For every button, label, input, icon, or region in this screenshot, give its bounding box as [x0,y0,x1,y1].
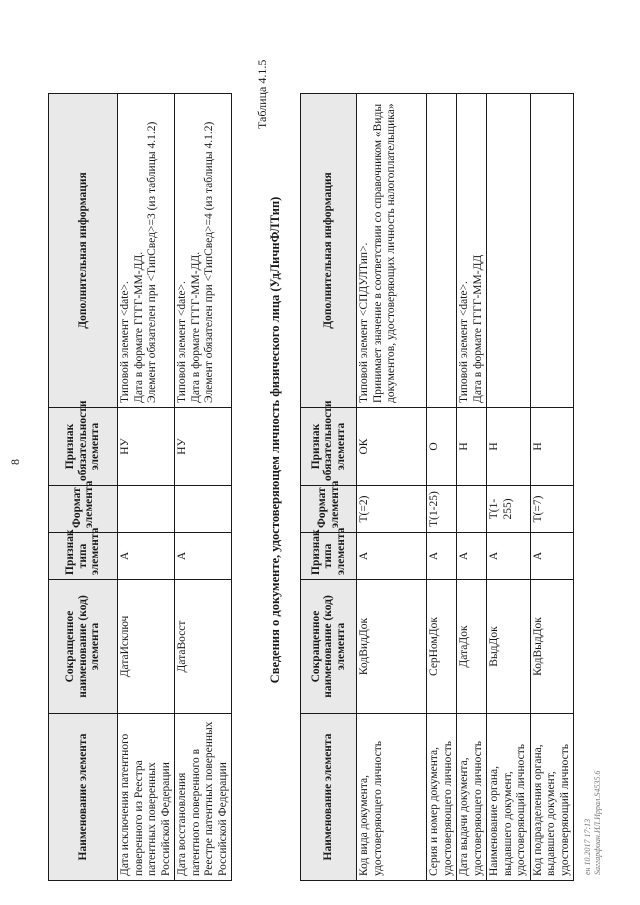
cell-type: А [357,533,427,580]
table-row [487,94,531,881]
cell-info [175,94,232,408]
cell-format [118,486,175,533]
table-row [457,94,487,881]
info-line: Дата в формате ГГГГ-ММ-ДД. [132,251,145,403]
header-name: Наименование элемента [49,714,118,881]
footnote-line: Ѕаггарфиан.ИЛ.Иррал.Ѕ4535.6 [593,770,602,875]
cell-type: А [175,533,232,580]
cell-code: КодВидДок [357,580,427,714]
header-required: Признак обязательности элемента [49,408,118,486]
cell-info [530,94,574,408]
cell-code: КодВыдДок [530,580,574,714]
cell-required: Н [530,408,574,486]
cell-info [357,94,427,408]
table-title: Сведения о документе, удостоверяющем личность физического лица (УдЛичнФЛТип) [268,196,282,684]
header-info: Дополнительная информация [49,94,118,408]
cell-format: T(1-255) [487,486,531,533]
header-format: Формат элемента [301,486,357,533]
header-type: Признак типа элемента [49,533,118,580]
cell-format: T(=2) [357,486,427,533]
cell-format: T(=7) [530,486,574,533]
table-number: Таблица 4.1.5 [255,59,269,129]
cell-name: Дата исключения патентного поверенного из Реестра патентных поверенных Российской Федерации [118,714,175,881]
info-line: Дата в формате ГГГГ-ММ-ДД. [189,251,202,403]
cell-name: Дата восстановления патентного поверенного в Реестре патентных поверенных Российской Федерации [175,714,232,881]
info-line: Элемент обязателен при <ТипСвед>=3 (из таблицы 4.1.2) [146,121,158,403]
cell-name: Код подразделения органа, выдавшего документ, удостоверяющий личность [530,714,574,881]
info-line: Типовой элемент <date>. [458,281,470,403]
cell-required: Н [487,408,531,486]
table-header-row [49,94,118,881]
info-line: Типовой элемент <СПДУЛТип>. [358,242,370,403]
header-required: Признак обязательности элемента [301,408,357,486]
table-row [530,94,574,881]
info-line: Дата в формате ГГГГ-ММ-ДД [471,254,484,403]
cell-type: А [427,533,457,580]
table-row [427,94,457,881]
cell-code: СерНомДок [427,580,457,714]
cell-code: ДатаИсключ [118,580,175,714]
cell-code: ДатаДок [457,580,487,714]
table-identity-document [300,93,574,881]
cell-name: Серия и номер документа, удостоверяющего личность [427,714,457,881]
cell-info [487,94,531,408]
cell-required: НУ [175,408,232,486]
cell-type: А [457,533,487,580]
table-row [357,94,427,881]
cell-format [175,486,232,533]
cell-required: О [427,408,457,486]
footnote-line: ен 10.2017 17:13 [583,818,592,875]
header-name: Наименование элемента [301,714,357,881]
cell-code: ВыдДок [487,580,531,714]
table-continuation [48,93,232,881]
footnote-stamp [583,771,603,875]
table-row [118,94,175,881]
cell-name: Код вида документа, удостоверяющего личность [357,714,427,881]
cell-info [118,94,175,408]
cell-name: Дата выдачи документа, удостоверяющего личность [457,714,487,881]
cell-type: А [530,533,574,580]
header-code: Сокращенное наименование (код) элемента [301,580,357,714]
header-info: Дополнительная информация [301,94,357,408]
cell-type: А [118,533,175,580]
info-line: Принимает значение в соответствии со справочником «Виды документов, удостоверяющих личность налогоплательщика» [371,103,397,403]
header-code: Сокращенное наименование (код) элемента [49,580,118,714]
info-line: Типовой элемент <date>. [176,281,188,403]
cell-format [457,486,487,533]
cell-info [457,94,487,408]
header-type: Признак типа элемента [301,533,357,580]
cell-type: А [487,533,531,580]
page-number: 8 [8,459,22,465]
cell-required: НУ [118,408,175,486]
table-header-row [301,94,357,881]
cell-format: T(1-25) [427,486,457,533]
info-line: Типовой элемент <date>. [119,281,131,403]
cell-required: ОК [357,408,427,486]
header-format: Формат элемента [49,486,118,533]
cell-required: Н [457,408,487,486]
cell-info [427,94,457,408]
info-line: Элемент обязателен при <ТипСвед>=4 (из таблицы 4.1.2) [203,121,215,403]
cell-code: ДатаВосст [175,580,232,714]
table-row [175,94,232,881]
cell-name: Наименование органа, выдавшего документ, удостоверяющий личность [487,714,531,881]
